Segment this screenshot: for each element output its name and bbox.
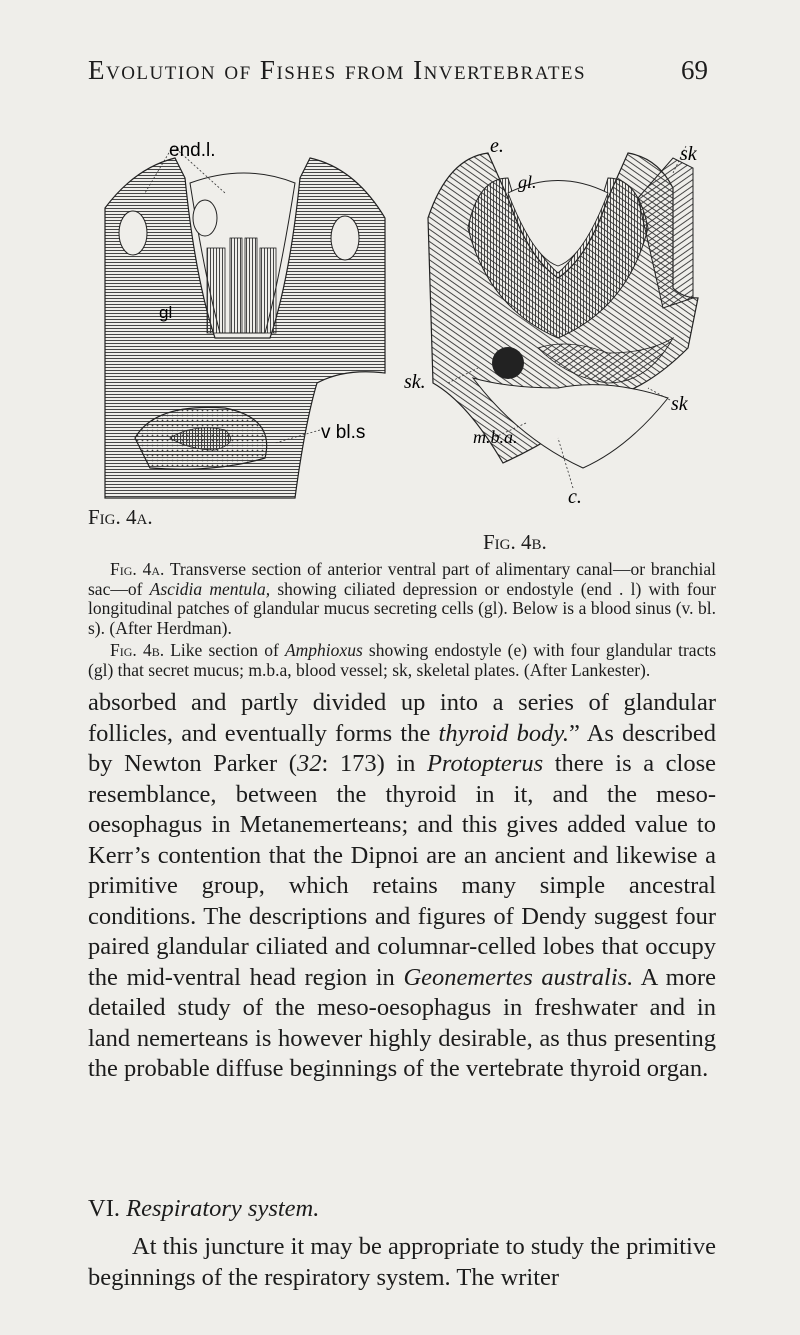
label-coelom: c.: [568, 486, 582, 508]
section-number: VI.: [88, 1195, 120, 1222]
p1-a: absorbed and partly divided up into a series of glandular follicles, and eventually forms the: [88, 689, 716, 747]
label-endostyle-b: e.: [490, 135, 504, 157]
caption-4a-species: Ascidia mentula,: [149, 578, 271, 599]
running-title: Evolution of Fishes from Invertebrates: [88, 55, 587, 85]
label-glands-b: gl.: [518, 172, 537, 192]
p1-b: ” As described by Newton Parker (: [88, 719, 717, 777]
p1-italic-3: Geonemertes australis.: [403, 963, 634, 991]
caption-fig-4a: [88, 560, 716, 638]
p1-italic-2: Protopterus: [426, 750, 544, 777]
label-skeletal-left: sk.: [404, 371, 426, 393]
caption-4b-text-1: Like section of: [164, 640, 285, 660]
caption-4a-text-1: Transverse section of anterior ventral part of alimentary canal—or branchial sac—of: [88, 559, 716, 599]
p1-italic-1: thyroid body.: [438, 719, 569, 747]
page-number: 69: [681, 55, 708, 85]
figure-4b: [404, 135, 708, 528]
caption-fig-4b: [88, 641, 716, 680]
caption-4a-lead: Fig. 4a.: [110, 559, 165, 579]
label-blood-vessel: m.b.a.: [473, 427, 518, 447]
label-endostyle: end.l.: [169, 140, 216, 161]
caption-4b-lead: Fig. 4b.: [110, 640, 165, 660]
figure-4b-label: Fig. 4b.: [483, 530, 547, 554]
p1-ref: 32: [296, 750, 322, 777]
section-heading: [88, 1195, 319, 1223]
caption-4b-species: Amphioxus: [284, 640, 363, 660]
body-paragraph-1: [88, 688, 716, 1085]
section-title: Respiratory system.: [126, 1195, 320, 1222]
p1-e: A more detailed study of the meso-oesophagus in freshwater and in land nemerteans is however highly desirable, as thus presenting the probable diffuse beginnings of the vertebrate thyroid organ.: [88, 963, 716, 1082]
label-skeletal-right: sk: [671, 393, 688, 415]
p1-c: : 173) in: [321, 750, 427, 777]
figure-4a: [95, 138, 395, 503]
label-blood-sinus: v bl.s: [321, 422, 366, 443]
label-glands: gl: [159, 303, 173, 322]
p1-d: there is a close resemblance, between the thyroid in it, and the meso-oesophagus in Metanemerteans; and this gives added value to Kerr’s contention that the Dipnoi are an ancient and likewise a primitive group, which retains many simple ancestral conditions. The descriptions and figures of Dendy suggest four paired glandular ciliated and columnar-celled lobes that occupy the mid-ventral head region in: [88, 750, 716, 991]
caption-4b-text-2: showing endostyle (e) with four glandular tracts (gl) that secret mucus; m.b.a, blood vessel; sk, skeletal plates. (After Lankester).: [88, 640, 717, 680]
figure-4a-label: Fig. 4a.: [88, 505, 153, 529]
figure-4a-drawing: [95, 138, 395, 503]
body-paragraph-2: At this juncture it may be appropriate to study the primitive beginnings of the respiratory system. The writer: [88, 1233, 716, 1291]
figure-4b-drawing: [404, 135, 708, 528]
label-skeletal-top: sk: [680, 143, 697, 165]
page-header: [0, 55, 800, 95]
caption-4a-text-2: showing ciliated depression or endostyle (end . l) with four longitudinal patches of glandular mucus secreting cells (gl). Below is a blood sinus (v. bl. s). (After Herdman).: [88, 578, 716, 638]
